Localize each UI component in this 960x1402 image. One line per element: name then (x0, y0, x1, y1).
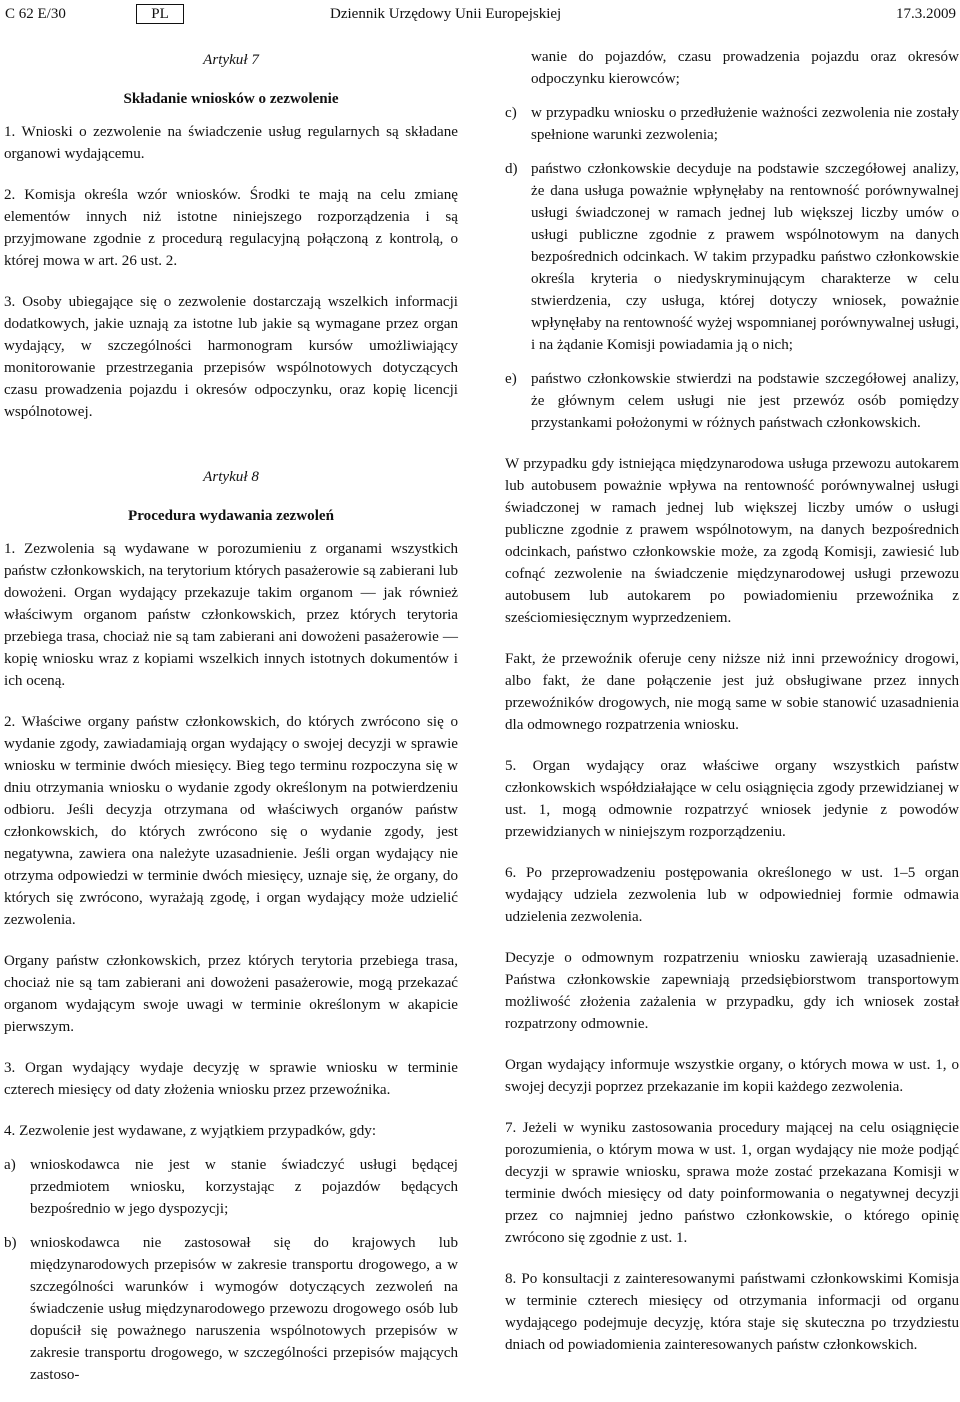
article-8-label: Artykuł 8 (203, 469, 259, 485)
article-8-paragraph-2b: Organy państw członkowskich, przez których terytoria przebiega trasa, chociaż nie są tam zabierani ani dowożeni pasażerowie, mogą przekazać organom wydającym swoje uwagi w terminie określonym w akapicie pierwszym. (4, 953, 458, 1035)
article-8-paragraph-5: 5. Organ wydający oraz właściwe organy wszystkich państw członkowskich współdziałające w celu osiągnięcia zgody przewidzianej w ust. 1, mogą odmownie rozpatrzyć wniosek jedynie z powodów przewidzianych w niniejszym rozporządzeniu. (505, 758, 959, 840)
article-7-title: Składanie wniosków o zezwolenie (123, 91, 339, 107)
article-7-paragraph-1: 1. Wnioski o zezwolenie na świadczenie usług regularnych są składane organowi wydającemu. (4, 124, 458, 162)
right-column (505, 46, 959, 1356)
list-item-a-text: wnioskodawca nie jest w stanie świadczyć usługi będącej przedmiotem wniosku, korzystając z pojazdów będących bezpośrednio w jego dyspozycji; (30, 1157, 458, 1217)
language-badge: PL (136, 4, 184, 24)
article-7-label: Artykuł 7 (203, 52, 259, 68)
list-item-e (505, 368, 959, 434)
page-header (0, 0, 960, 34)
left-column (4, 46, 458, 1386)
publication-date: 17.3.2009 (896, 6, 956, 22)
article-8-paragraph-6c: Organ wydający informuje wszystkie organy, o których mowa w ust. 1, o swojej decyzji poprzez przekazanie im kopii każdego zezwolenia. (505, 1057, 959, 1095)
article-7-paragraph-2: 2. Komisja określa wzór wniosków. Środki te mają na celu zmianę elementów innych niż istotne niniejszego rozporządzenia i są przyjmowane zgodnie z procedurą regulacyjną połączoną z kontrolą, o której mowa w art. 26 ust. 2. (4, 187, 458, 269)
list-item-b-label: b) (4, 1235, 17, 1251)
list-item-d (505, 158, 959, 356)
list-item-c (505, 102, 959, 146)
list-item-e-text: państwo członkowskie stwierdzi na podstawie szczegółowej analizy, że głównym celem usługi nie jest przewóz osób pomiędzy przystankami położonymi w różnych państwach członkowskich. (531, 371, 959, 431)
list-item-a-label: a) (4, 1157, 16, 1173)
article-8-paragraph-7: 7. Jeżeli w wyniku zastosowania procedury mającej na celu osiągnięcie porozumienia, o którym mowa w ust. 1, organ wydający nie może podjąć decyzji w sprawie wniosku, sprawa może zostać przekazana Komisji w terminie dwóch miesięcy od daty poinformowania o negatywnej decyzji przez co najmniej jedno państwo członkowskie, o którego opinię zwrócono się zgodnie z ust. 1. (505, 1120, 959, 1246)
list-item-b-continued (505, 46, 959, 90)
list-item-b (4, 1232, 458, 1386)
article-8-paragraph-3: 3. Organ wydający wydaje decyzję w sprawie wniosku w terminie czterech miesięcy od daty złożenia wniosku przez przewoźnika. (4, 1060, 458, 1098)
list-item-b-continuation: wanie do pojazdów, czasu prowadzenia pojazdu oraz okresów odpoczynku kierowców; (531, 49, 959, 87)
journal-name: Dziennik Urzędowy Unii Europejskiej (330, 6, 562, 22)
article-8-paragraph-4: 4. Zezwolenie jest wydawane, z wyjątkiem przypadków, gdy: (4, 1123, 377, 1139)
list-item-b-text: wnioskodawca nie zastosował się do krajowych lub międzynarodowych przepisów w zakresie transportu drogowego, a w szczególności warunków i wymogów dotyczących zezwoleń na świadczenie usług międzynarodowego przewozu drogowego osób lub dopuścił się poważnego naruszenia wspólnotowych przepisów w zakresie transportu drogowego, w szczególności przepisów mających zastoso- (30, 1235, 458, 1383)
article-8-paragraph-8: 8. Po konsultacji z zainteresowanymi państwami członkowskimi Komisja w terminie czterech miesięcy od otrzymania informacji od organu wydającego podejmuje decyzję, która staje się skuteczna po trzydziestu dniach od powiadomienia zainteresowanych państw członkowskich. (505, 1271, 959, 1353)
list-item-d-label: d) (505, 161, 518, 177)
article-8-paragraph-2: 2. Właściwe organy państw członkowskich, do których zwrócono się o wydanie zgody, zawiadamiają organ wydający o swojej decyzji w sprawie wniosku w terminie dwóch miesięcy. Bieg tego terminu rozpoczyna się w dniu otrzymania wniosku o wydanie zgody określonym na potwierdzeniu odbioru. Jeśli decyzja otrzymana od właściwych organów państw członkowskich, do których zwrócono się o wydanie zgody, jest negatywna, zawiera ona należyte uzasadnienie. Jeśli organ wydający nie otrzyma odpowiedzi w terminie dwóch miesięcy, uznaje się, że organy, do których się zwrócono, wyrażają zgodę, i organ wydający może udzielić zezwolenia. (4, 714, 458, 928)
list-item-d-text: państwo członkowskie decyduje na podstawie szczegółowej analizy, że dana usługa poważnie wpłynęłaby na rentowność porównywalnej usługi świadczonej w ramach jednej lub większej liczby umów o usługi publiczne zgodnie z prawem wspólnotowym na danych bezpośrednich odcinkach. W takim przypadku państwo członkowskie określa kryteria o niedyskryminującym charakterze w celu stwierdzenia, czy usługa, której dotyczy wniosek, poważnie wpłynęłaby na rentowność wyżej wspomnianej porównywalnej usługi, i na żądanie Komisji powiadamia ją o nich; (531, 161, 959, 353)
journal-series-number: C 62 E/30 (5, 6, 66, 22)
list-item-a (4, 1154, 458, 1220)
list-item-c-text: w przypadku wniosku o przedłużenie ważności zezwolenia nie zostały spełnione warunki zezwolenia; (531, 105, 959, 143)
list-item-c-label: c) (505, 105, 517, 121)
paragraph-international-service: W przypadku gdy istniejąca międzynarodowa usługa przewozu autokarem lub autobusem poważnie wpływa na rentowność porównywalnej usługi świadczonej w ramach jednej lub większej liczby umów o usługi publiczne zgodnie z prawem wspólnotowym, na danych bezpośrednich odcinkach, państwo członkowskie może, za zgodą Komisji, zawiesić lub cofnąć zezwolenie na świadczenie międzynarodowej usługi przewozu autobusem lub autokarem po powiadomieniu przewoźnika z sześciomiesięcznym wyprzedzeniem. (505, 456, 959, 626)
paragraph-lower-prices: Fakt, że przewoźnik oferuje ceny niższe niż inni przewoźnicy drogowi, albo fakt, że dane połączenie jest już obsługiwane przez innych przewoźników drogowych, nie mogą same w sobie stanowić uzasadnienia dla odmownego rozpatrzenia wniosku. (505, 651, 959, 733)
article-8-paragraph-1: 1. Zezwolenia są wydawane w porozumieniu z organami wszystkich państw członkowskich, na terytorium których pasażerowie są zabierani lub dowożeni. Organ wydający przekazuje takim organom — jak również właściwym organom państw członkowskich, przez których terytoria przebiega trasa, chociaż nie są tam zabierani ani dowożeni pasażerowie — kopię wniosku wraz z kopiami wszelkich innych istotnych dokumentów i ich oceną. (4, 541, 458, 689)
article-8-paragraph-6b: Decyzje o odmownym rozpatrzeniu wniosku zawierają uzasadnienie. Państwa członkowskie zapewniają przedsiębiorstwom transportowym możliwość złożenia zażalenia w przypadku, gdy ich wniosek został rozpatrzony odmownie. (505, 950, 959, 1032)
article-8-title: Procedura wydawania zezwoleń (128, 508, 334, 524)
list-item-e-label: e) (505, 371, 517, 387)
article-8-paragraph-6: 6. Po przeprowadzeniu postępowania określonego w ust. 1–5 organ wydający udziela zezwolenia lub w odpowiedniej formie odmawia udzielenia zezwolenia. (505, 865, 959, 925)
article-7-paragraph-3: 3. Osoby ubiegające się o zezwolenie dostarczają wszelkich informacji dodatkowych, jakie uznają za istotne lub jakie są wymagane przez organ wydający, w szczególności harmonogram kursów umożliwiający monitorowanie przestrzegania przepisów wspólnotowych dotyczących czasu prowadzenia pojazdu i okresów odpoczynku, oraz kopię licencji wspólnotowej. (4, 294, 458, 420)
